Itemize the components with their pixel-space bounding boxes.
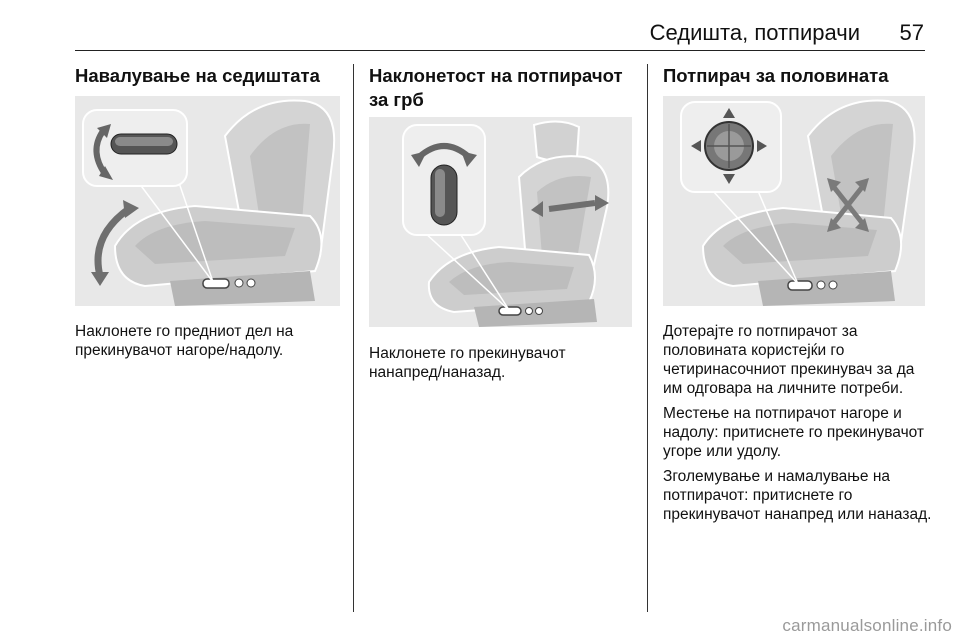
section-lumbar-support (663, 64, 933, 88)
page-header-title: Седишта, потпирачи (649, 20, 860, 45)
paragraph: Местење на потпирачот нагоре и надолу: притиснете го прекинувачот угоре или удолу. (663, 405, 925, 460)
header-rule (75, 50, 925, 51)
column-divider-2 (647, 64, 648, 612)
section-lumbar-support-body (663, 322, 933, 530)
page-number: 57 (899, 20, 924, 45)
watermark: carmanualsonline.info (782, 616, 952, 635)
paragraph: Зголемување и намалување на потпирачот: притиснете го прекинувачот нанапред или наназад. (663, 468, 932, 523)
section-seat-tilt-body (75, 322, 345, 366)
section-heading: Навалување на седиштата (75, 65, 320, 86)
column-divider-1 (353, 64, 354, 612)
section-backrest-recline-body (369, 344, 639, 388)
backrest-recline-illustration (369, 117, 632, 327)
section-heading: Наклонетост на потпирачот за грб (369, 65, 623, 110)
paragraph: Наклонете го прекинувачот нанапред/наназад. (369, 345, 566, 381)
section-heading: Потпирач за половината (663, 65, 889, 86)
paragraph: Дотерајте го потпирачот за половината користејќи го четиринасочниот прекинувач за да им одговара на личните потреби. (663, 323, 915, 397)
lumbar-support-illustration (663, 96, 925, 306)
seat-tilt-illustration (75, 96, 340, 306)
paragraph: Наклонете го предниот дел на прекинувачот нагоре/надолу. (75, 323, 294, 359)
section-backrest-recline (369, 64, 637, 112)
section-seat-tilt (75, 64, 343, 88)
